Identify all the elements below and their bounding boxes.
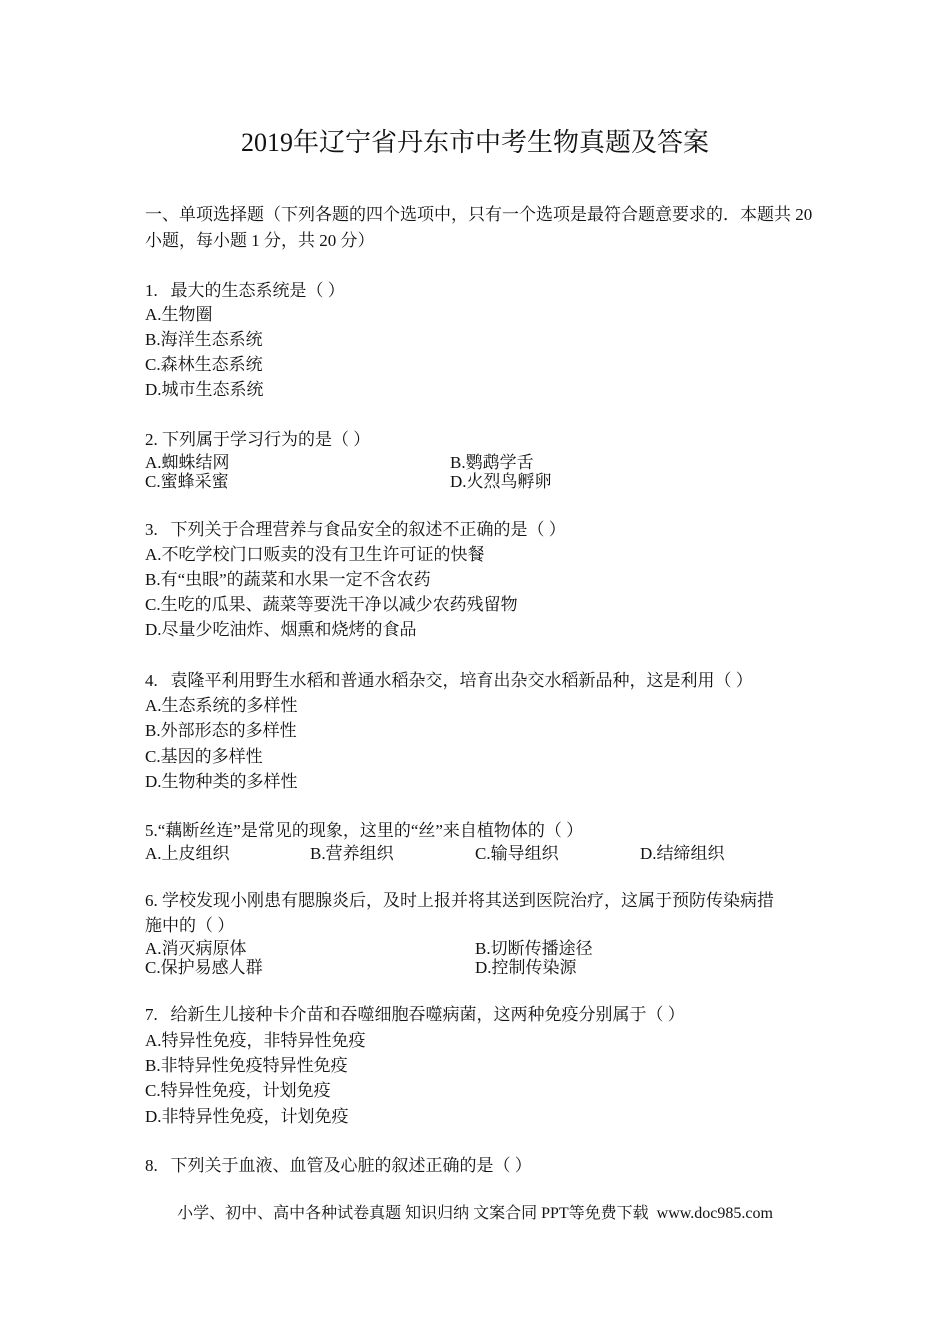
question-1-stem: 1. 最大的生态系统是（ ） [145,281,345,300]
question-7-option-c: C.特异性免疫，计划免疫 [145,1081,331,1100]
question-5-stem: 5.“藕断丝连”是常见的现象，这里的“丝”来自植物体的（ ） [145,821,584,840]
question-6-option-c: C.保护易感人群 [145,958,263,977]
question-5-option-b: B.营养组织 [310,844,394,863]
question-7-stem: 7. 给新生儿接种卡介苗和吞噬细胞吞噬病菌，这两种免疫分别属于（ ） [145,1005,685,1024]
question-1-option-b: B.海洋生态系统 [145,330,263,349]
question-4-option-c: C.基因的多样性 [145,747,263,766]
question-4-option-d: D.生物种类的多样性 [145,772,298,791]
question-6-option-d: D.控制传染源 [475,958,577,977]
question-5-option-a: A.上皮组织 [145,844,230,863]
question-3-option-d: D.尽量少吃油炸、烟熏和烧烤的食品 [145,620,417,639]
section-heading-line-2: 小题，每小题 1 分，共 20 分） [145,231,375,250]
question-6-stem-line-2: 施中的（ ） [145,916,235,935]
question-2-option-a: A.蜘蛛结网 [145,453,230,472]
question-1-option-a: A.生物圈 [145,305,213,324]
question-5-option-c: C.输导组织 [475,844,559,863]
question-3-stem: 3. 下列关于合理营养与食品安全的叙述不正确的是（ ） [145,520,566,539]
question-4-stem: 4. 袁隆平利用野生水稻和普通水稻杂交，培育出杂交水稻新品种，这是利用（ ） [145,671,753,690]
page-footer: 小学、初中、高中各种试卷真题 知识归纳 文案合同 PPT等免费下载 www.doc985.com [177,1205,773,1222]
section-heading-line-1: 一、单项选择题（下列各题的四个选项中，只有一个选项是最符合题意要求的．本题共 20 [145,205,813,224]
question-8-stem: 8. 下列关于血液、血管及心脏的叙述正确的是（ ） [145,1156,532,1175]
question-3-option-a: A.不吃学校门口贩卖的没有卫生许可证的快餐 [145,545,485,564]
question-2-stem: 2. 下列属于学习行为的是（ ） [145,430,371,449]
question-6-stem-line-1: 6. 学校发现小刚患有腮腺炎后，及时上报并将其送到医院治疗，这属于预防传染病措 [145,891,774,910]
question-6-option-b: B.切断传播途径 [475,939,593,958]
question-1-option-d: D.城市生态系统 [145,380,264,399]
question-7-option-d: D.非特异性免疫，计划免疫 [145,1107,349,1126]
question-2-option-b: B.鹦鹉学舌 [450,453,534,472]
question-7-option-a: A.特异性免疫，非特异性免疫 [145,1031,366,1050]
question-3-option-c: C.生吃的瓜果、蔬菜等要洗干净以减少农药残留物 [145,595,518,614]
question-2-option-c: C.蜜蜂采蜜 [145,472,229,491]
question-5-option-d: D.结缔组织 [640,844,725,863]
question-7-option-b: B.非特异性免疫特异性免疫 [145,1056,348,1075]
question-2-option-d: D.火烈鸟孵卵 [450,472,552,491]
question-1-option-c: C.森林生态系统 [145,355,263,374]
question-4-option-a: A.生态系统的多样性 [145,696,298,715]
page-title: 2019年辽宁省丹东市中考生物真题及答案 [240,128,709,157]
question-6-option-a: A.消灭病原体 [145,939,247,958]
question-4-option-b: B.外部形态的多样性 [145,721,297,740]
question-3-option-b: B.有“虫眼”的蔬菜和水果一定不含农药 [145,570,431,589]
